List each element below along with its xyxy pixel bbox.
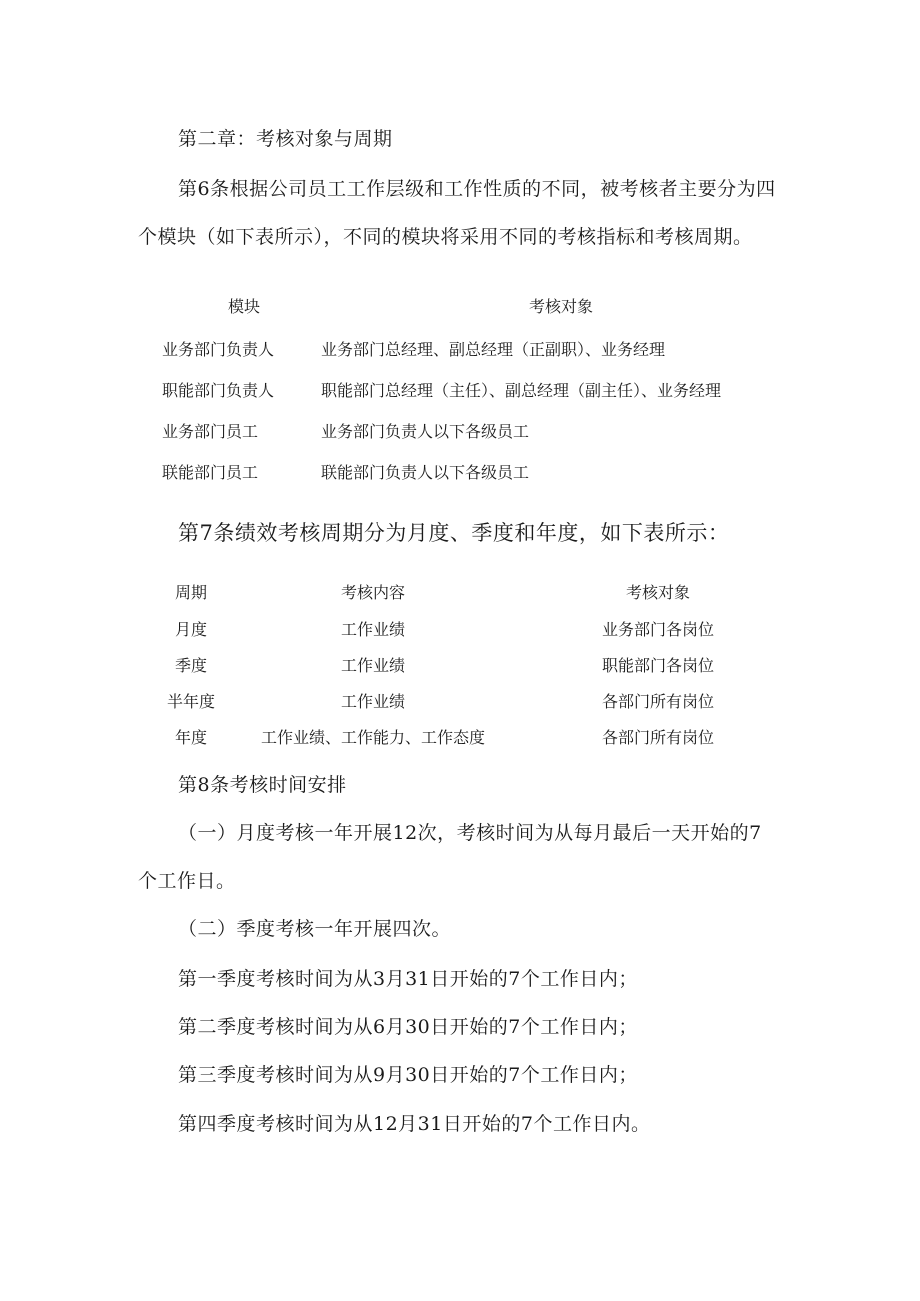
- quarter-1: 第一季度考核时间为从3月31日开始的7个工作日内；: [178, 968, 638, 990]
- article-7-text: 第7条绩效考核周期分为月度、季度和年度，如下表所示：: [178, 521, 730, 545]
- item-2: （二）季度考核一年开展四次。: [178, 918, 452, 940]
- table-cell: 联能部门负责人以下各级员工: [321, 463, 530, 482]
- table-cell: 季度: [174, 656, 208, 675]
- quarter-4: 第四季度考核时间为从12月31日开始的7个工作日内。: [178, 1113, 651, 1135]
- table-header: 模块: [227, 297, 261, 316]
- table-cell: 各部门所有岗位: [601, 692, 715, 711]
- table-cell: 业务部门员工: [162, 422, 259, 441]
- table-cell: 工作业绩、工作能力、工作态度: [260, 728, 486, 747]
- item-1-line-2: 个工作日。: [138, 870, 236, 892]
- table-header: 周期: [174, 583, 208, 602]
- table-cell: 各部门所有岗位: [601, 728, 715, 747]
- table-header: 考核对象: [625, 583, 691, 602]
- table-header: 考核内容: [340, 583, 406, 602]
- table-cell: 年度: [174, 728, 208, 747]
- article-8-title: 第8条考核时间安排: [178, 774, 347, 796]
- table-cell: 月度: [174, 620, 208, 639]
- item-1-line-1: （一）月度考核一年开展12次，考核时间为从每月最后一天开始的7: [178, 822, 762, 844]
- table-cell: 业务部门各岗位: [601, 620, 715, 639]
- table-cell: 工作业绩: [340, 692, 406, 711]
- table-cell: 工作业绩: [340, 656, 406, 675]
- table-cell: 职能部门总经理（主任）、副总经理（副主任）、业务经理: [321, 381, 722, 400]
- chapter-title: 第二章：考核对象与周期: [178, 128, 393, 150]
- table-header: 考核对象: [528, 297, 594, 316]
- quarter-2: 第二季度考核时间为从6月30日开始的7个工作日内；: [178, 1016, 638, 1038]
- article-6-line-1: 第6条根据公司员工工作层级和工作性质的不同，被考核者主要分为四: [178, 178, 776, 200]
- article-6-line-2: 个模块（如下表所示），不同的模块将采用不同的考核指标和考核周期。: [138, 226, 753, 248]
- table-cell: 职能部门负责人: [162, 381, 275, 400]
- table-cell: 业务部门负责人以下各级员工: [321, 422, 530, 441]
- table-cell: 业务部门总经理、副总经理（正副职）、业务经理: [321, 340, 666, 359]
- table-cell: 联能部门员工: [162, 463, 259, 482]
- quarter-3: 第三季度考核时间为从9月30日开始的7个工作日内；: [178, 1064, 638, 1086]
- table-cell: 半年度: [166, 692, 216, 711]
- table-cell: 工作业绩: [340, 620, 406, 639]
- table-cell: 业务部门负责人: [162, 340, 275, 359]
- table-cell: 职能部门各岗位: [601, 656, 715, 675]
